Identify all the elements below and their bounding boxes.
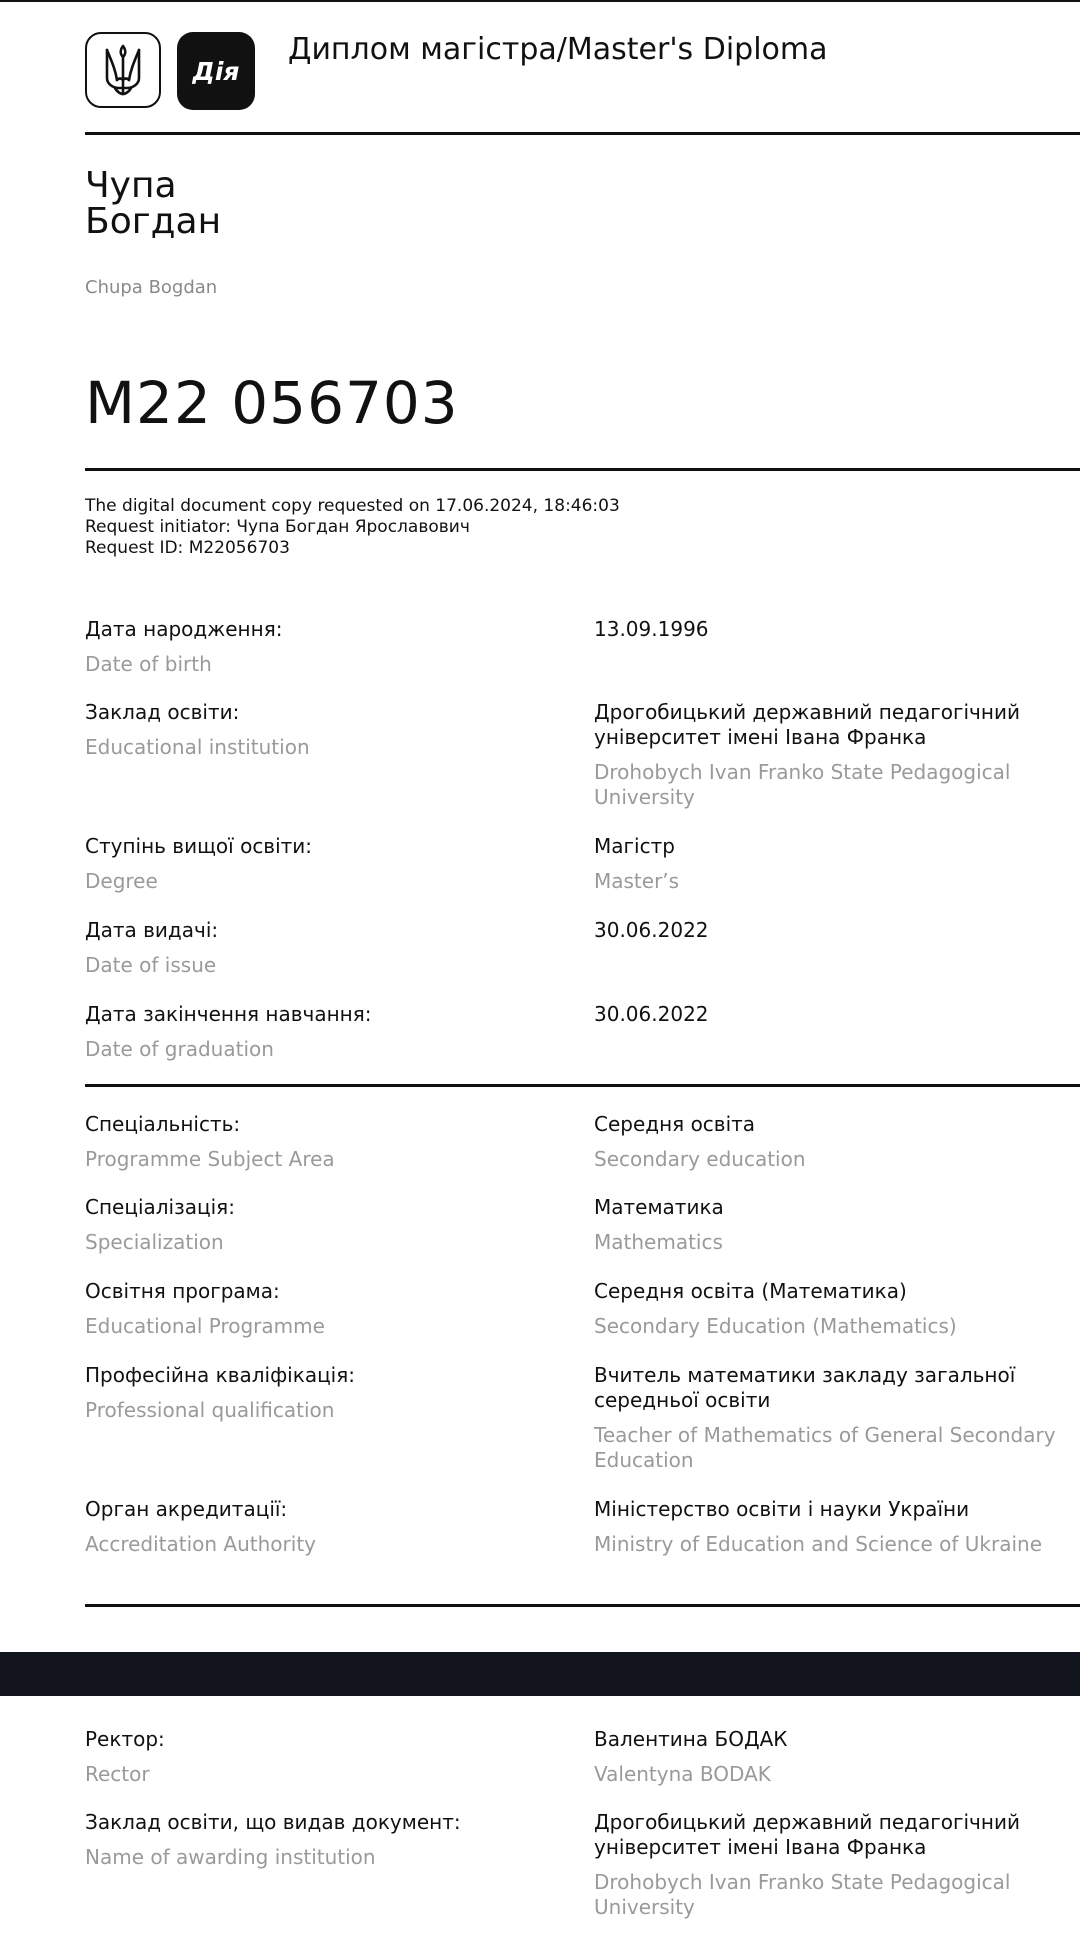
tryzub-icon <box>85 32 161 108</box>
holder-name-latin: Chupa Bogdan <box>85 277 218 298</box>
divider <box>85 132 1080 135</box>
top-border <box>0 0 1080 2</box>
field-value-en: Mathematics <box>594 1230 723 1254</box>
field-label: Освітня програма: <box>85 1279 280 1303</box>
field-label-en: Programme Subject Area <box>85 1147 335 1171</box>
field-label-en: Date of birth <box>85 652 212 676</box>
divider <box>85 1604 1080 1607</box>
document-title: Диплом магістра/Master's Diploma <box>288 32 828 67</box>
holder-surname: Чупа <box>85 165 177 206</box>
field-value-en: Ministry of Education and Science of Ukraine <box>594 1532 1043 1556</box>
field-label: Заклад освіти, що видав документ: <box>85 1810 461 1834</box>
field-label-en: Rector <box>85 1762 150 1786</box>
field-label-en: Specialization <box>85 1230 224 1254</box>
field-value-en: Master’s <box>594 869 680 893</box>
holder-name <box>85 165 222 242</box>
field-label-en: Degree <box>85 869 158 893</box>
field-value: Магістр <box>594 834 675 858</box>
divider <box>85 1084 1080 1087</box>
section-separator-band <box>0 1652 1080 1696</box>
field-label-en: Professional qualification <box>85 1398 335 1422</box>
request-id: Request ID: M22056703 <box>85 538 290 558</box>
field-label: Професійна кваліфікація: <box>85 1363 356 1387</box>
field-value: 13.09.1996 <box>594 617 709 641</box>
request-initiator: Request initiator: Чупа Богдан Ярославович <box>85 517 470 537</box>
field-label: Орган акредитації: <box>85 1497 288 1521</box>
field-value: Середня освіта (Математика) <box>594 1279 907 1303</box>
field-label: Ректор: <box>85 1727 165 1751</box>
field-label-en: Accreditation Authority <box>85 1532 316 1556</box>
field-label-en: Date of issue <box>85 953 217 977</box>
diia-logo-text: Дія <box>192 56 240 86</box>
field-label: Ступінь вищої освіти: <box>85 834 313 858</box>
field-label: Спеціалізація: <box>85 1195 235 1219</box>
field-label: Дата народження: <box>85 617 283 641</box>
document-header <box>85 32 1080 110</box>
field-value-en: Secondary education <box>594 1147 806 1171</box>
field-value-en: Drohobych Ivan Franko State Pedagogical University <box>594 760 1011 809</box>
field-label-en: Educational institution <box>85 735 310 759</box>
field-value: Валентина БОДАК <box>594 1727 788 1751</box>
field-value-en: Valentyna BODAK <box>594 1762 771 1786</box>
divider <box>85 468 1080 471</box>
diia-logo <box>177 32 255 110</box>
field-value: Математика <box>594 1195 724 1219</box>
field-label: Дата закінчення навчання: <box>85 1002 372 1026</box>
field-value: Дрогобицький державний педагогічний університет імені Івана Франка <box>594 1810 1020 1859</box>
field-label: Заклад освіти: <box>85 700 240 724</box>
field-value: Міністерство освіти і науки України <box>594 1497 970 1521</box>
field-label-en: Educational Programme <box>85 1314 325 1338</box>
field-label: Спеціальність: <box>85 1112 241 1136</box>
field-value: 30.06.2022 <box>594 918 709 942</box>
field-value: 30.06.2022 <box>594 1002 709 1026</box>
field-label: Дата видачі: <box>85 918 219 942</box>
field-value: Дрогобицький державний педагогічний університет імені Івана Франка <box>594 700 1020 749</box>
field-value-en: Drohobych Ivan Franko State Pedagogical University <box>594 1870 1011 1919</box>
field-value: Вчитель математики закладу загальної середньої освіти <box>594 1363 1016 1412</box>
field-value-en: Teacher of Mathematics of General Secondary Education <box>594 1423 1056 1472</box>
field-value-en: Secondary Education (Mathematics) <box>594 1314 957 1338</box>
field-label-en: Date of graduation <box>85 1037 274 1061</box>
request-info <box>85 496 620 559</box>
field-value: Середня освіта <box>594 1112 756 1136</box>
holder-given-name: Богдан <box>85 201 222 242</box>
document-number: M22 056703 <box>85 369 459 437</box>
request-date: The digital document copy requested on 17.06.2024, 18:46:03 <box>85 496 620 516</box>
field-label-en: Name of awarding institution <box>85 1845 376 1869</box>
